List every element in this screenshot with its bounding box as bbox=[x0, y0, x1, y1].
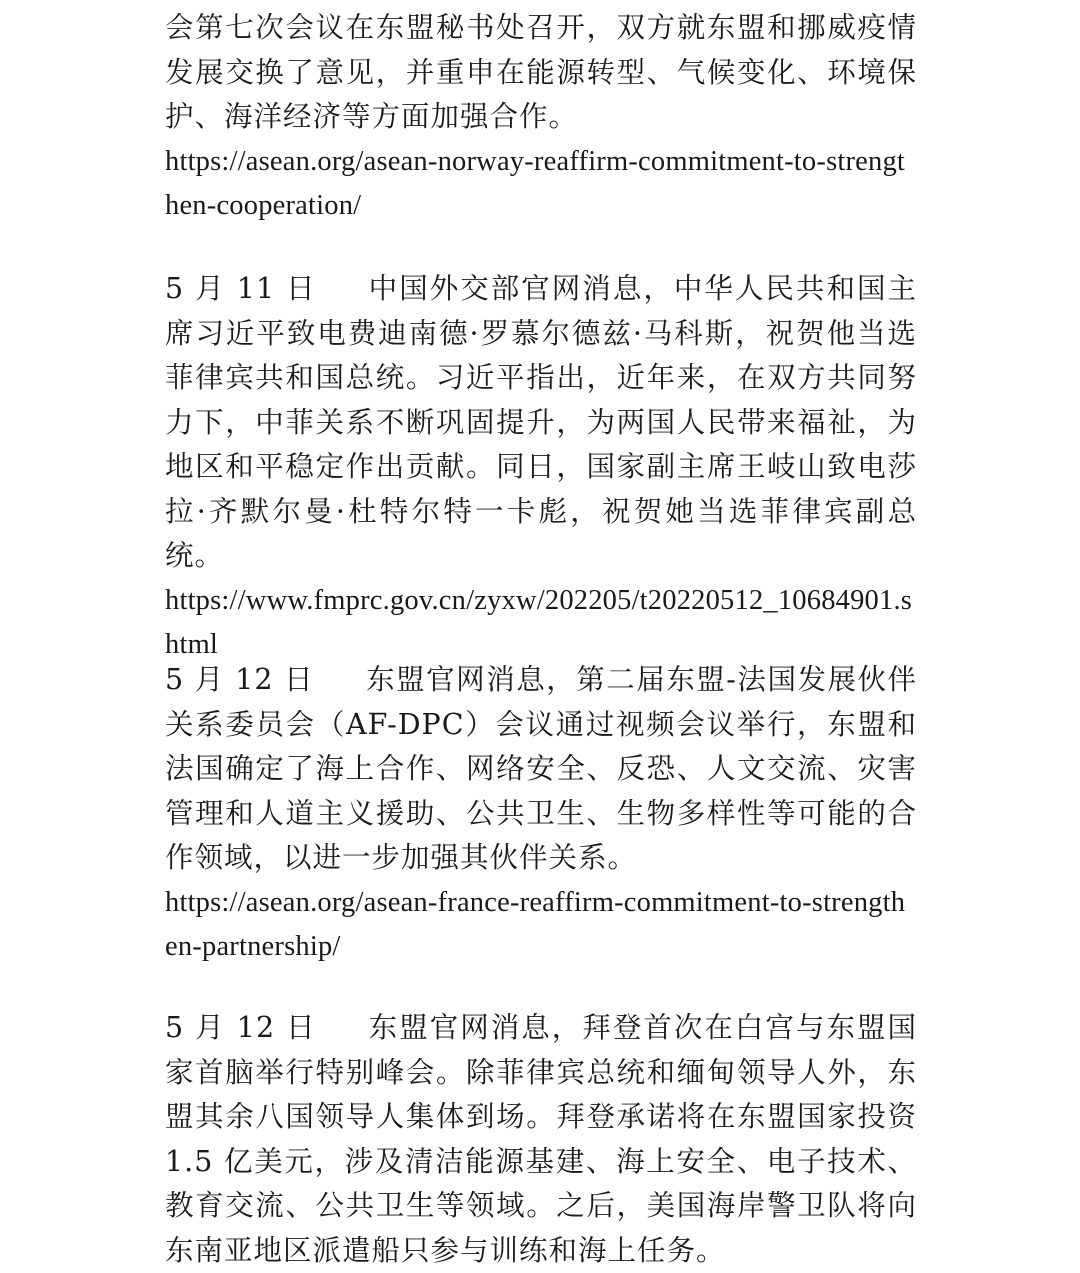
news-entry-4 bbox=[165, 1006, 917, 1273]
entry-paragraph bbox=[165, 1006, 917, 1273]
entry-url[interactable]: https://www.fmprc.gov.cn/zyxw/202205/t20220512_10684901.shtml bbox=[165, 584, 913, 660]
entry-url[interactable]: https://asean.org/asean-norway-reaffirm-commitment-to-strengthen-cooperation/ bbox=[165, 145, 906, 221]
entry-url[interactable]: https://asean.org/asean-france-reaffirm-commitment-to-strengthen-partnership/ bbox=[165, 886, 906, 962]
entry-date: 5 月 12 日 bbox=[165, 663, 315, 696]
entry-text: 中国外交部官网消息，中华人民共和国主席习近平致电费迪南德·罗慕尔德兹·马科斯，祝贺他当选菲律宾共和国总统。习近平指出，近年来，在双方共同努力下，中菲关系不断巩固提升，为两国人民带来福祉，为地区和平稳定作出贡献。同日，国家副主席王岐山致电莎拉·齐默尔曼·杜特尔特一卡彪，祝贺她当选菲律宾副总统。 bbox=[165, 272, 917, 572]
news-entry-3 bbox=[165, 658, 917, 970]
entry-date: 5 月 12 日 bbox=[165, 1011, 317, 1044]
entry-text: 东盟官网消息，拜登首次在白宫与东盟国家首脑举行特别峰会。除菲律宾总统和缅甸领导人外，东盟其余八国领导人集体到场。拜登承诺将在东盟国家投资 1.5 亿美元，涉及清洁能源基建、海上安全、电子技术、教育交流、公共卫生等领域。之后，美国海岸警卫队将向东南亚地区派遣船只参与训练和海上任务。 bbox=[165, 1011, 917, 1267]
entry-paragraph bbox=[165, 658, 917, 881]
news-entry-1 bbox=[165, 6, 917, 229]
entry-date: 5 月 11 日 bbox=[165, 272, 317, 305]
news-entry-2 bbox=[165, 267, 917, 668]
entry-text: 会第七次会议在东盟秘书处召开，双方就东盟和挪威疫情发展交换了意见，并重申在能源转型、气候变化、环境保护、海洋经济等方面加强合作。 bbox=[165, 11, 917, 133]
entry-paragraph bbox=[165, 267, 917, 579]
entry-text: 东盟官网消息，第二届东盟-法国发展伙伴关系委员会（AF-DPC）会议通过视频会议举行，东盟和法国确定了海上合作、网络安全、反恐、人文交流、灾害管理和人道主义援助、公共卫生、生物多样性等可能的合作领域，以进一步加强其伙伴关系。 bbox=[165, 663, 917, 874]
